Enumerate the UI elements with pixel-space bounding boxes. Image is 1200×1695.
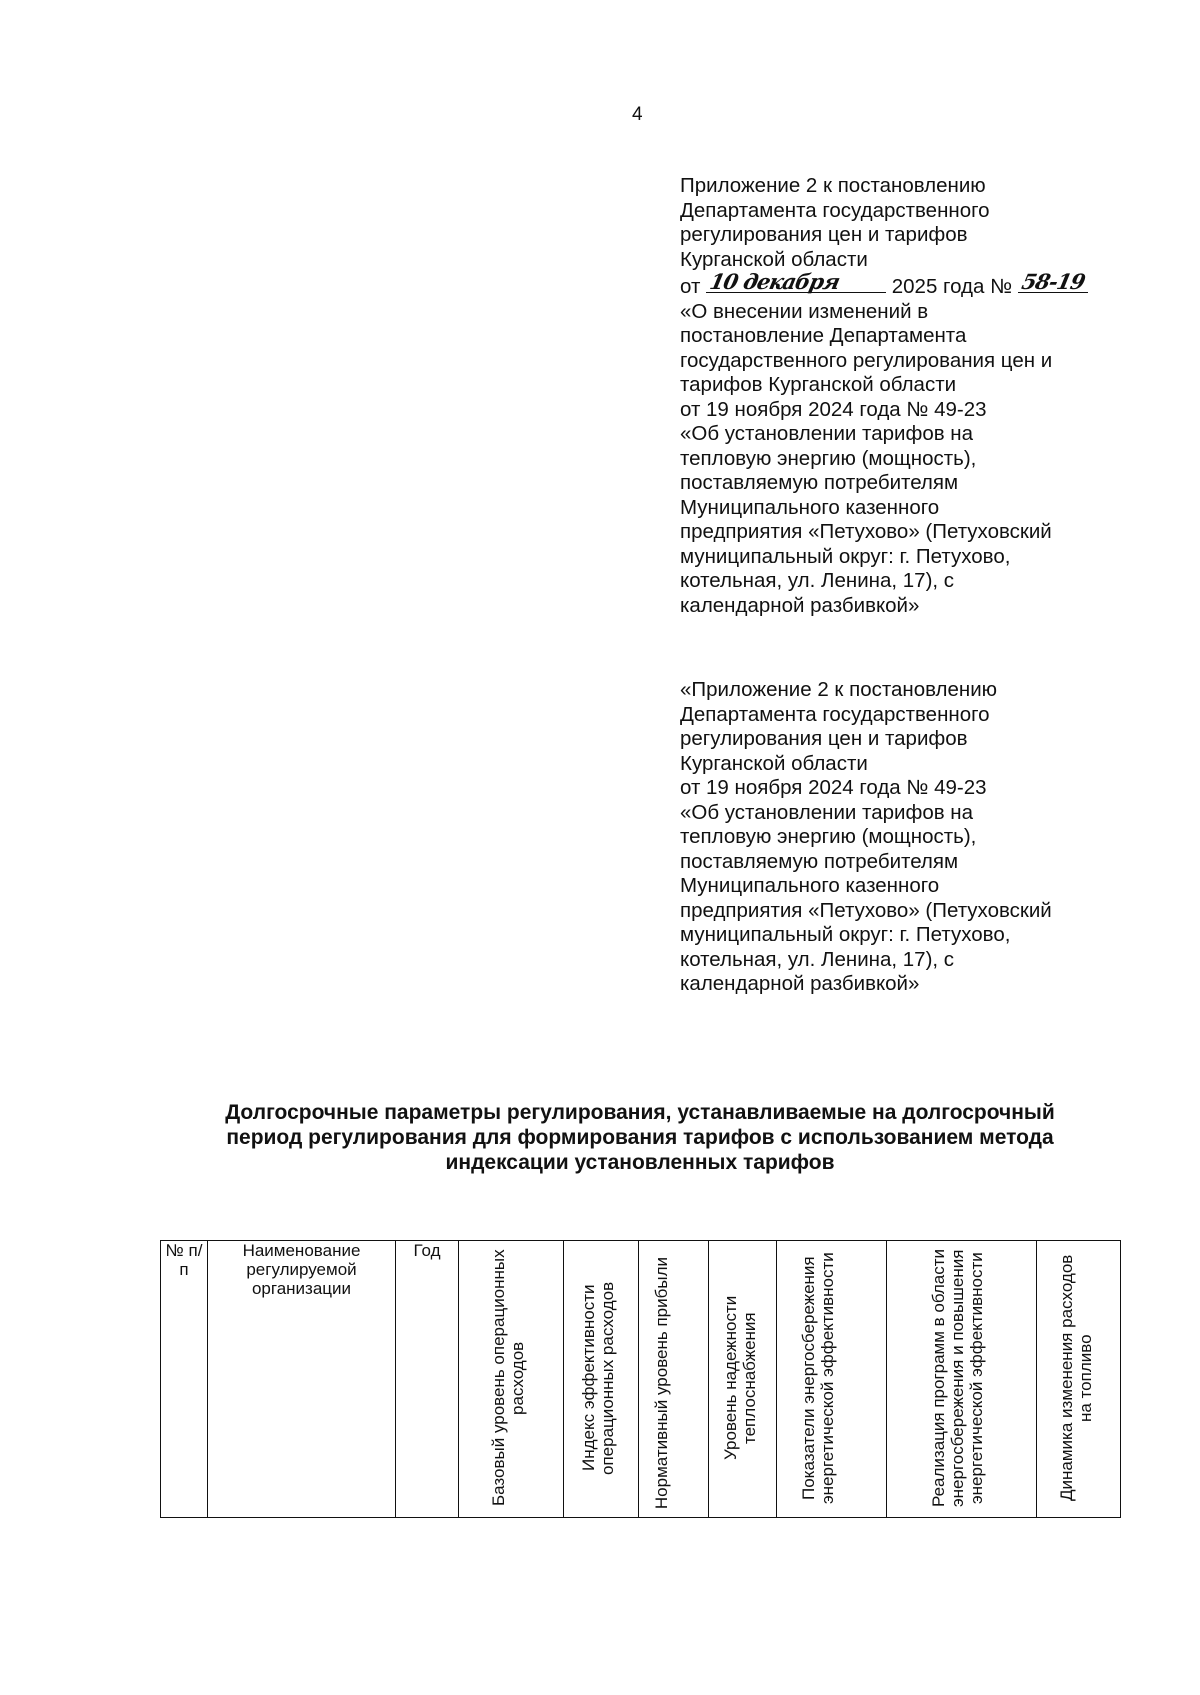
header-cell-reliability: Уровень надежности теплоснабжения [709, 1241, 777, 1518]
original-appendix-line: «Приложение 2 к постановлению [680, 678, 998, 701]
date-middle: 2025 года № [891, 275, 1013, 298]
appendix-block [680, 174, 1160, 618]
appendix-line: Курганской области [680, 247, 868, 271]
date-blank [706, 268, 886, 294]
original-appendix-line: котельная, ул. Ленина, 17), с [680, 947, 955, 971]
appendix-line: поставляемую потребителям [680, 471, 959, 494]
original-appendix-line: Курганской области [680, 751, 868, 775]
appendix-line: «О внесении изменений в [680, 299, 929, 323]
original-appendix-line: Муниципального казенного [680, 874, 940, 897]
original-appendix-line: муниципальный округ: г. Петухово, [680, 923, 1011, 946]
appendix-line: Департамента государственного [680, 198, 990, 222]
handwritten-number: 58-19 [1019, 268, 1087, 294]
appendix-line: предприятия «Петухово» (Петуховский [680, 520, 1052, 543]
header-cell-organization: Наименование регулируемой организации [208, 1241, 396, 1518]
original-appendix-line: от 19 ноября 2024 года № 49-23 [680, 776, 987, 799]
appendix-line: Муниципального казенного [680, 495, 940, 519]
appendix-line: тарифов Курганской области [680, 373, 957, 396]
appendix-line: регулирования цен и тарифов [680, 223, 968, 246]
appendix-line: календарной разбивкой» [680, 593, 920, 617]
appendix-line: тепловую энергию (мощность), [680, 446, 977, 470]
document-heading [160, 1100, 1120, 1175]
appendix-line: «Об установлении тарифов на [680, 422, 974, 445]
original-appendix-line: календарной разбивкой» [680, 972, 920, 995]
date-prefix: от [680, 275, 701, 298]
appendix-line: от 19 ноября 2024 года № 49-23 [680, 397, 987, 421]
original-appendix-line: Департамента государственного [680, 702, 990, 726]
appendix-line: постановление Департамента [680, 324, 967, 347]
header-cell-number: № п/п [161, 1241, 208, 1518]
appendix-line: государственного регулирования цен и [680, 348, 1053, 372]
original-appendix-line: поставляемую потребителям [680, 849, 959, 873]
appendix-line: котельная, ул. Ленина, 17), с [680, 569, 955, 592]
heading-line: период регулирования для формирования тарифов с использованием метода [226, 1126, 1054, 1149]
handwritten-date: 10 декабря [707, 268, 842, 294]
appendix-line: Приложение 2 к постановлению [680, 174, 986, 197]
header-cell-base-opex: Базовый уровень операционных расходов [459, 1241, 564, 1518]
original-appendix-block [680, 678, 1160, 997]
header-cell-profit-level: Нормативный уровень прибыли [639, 1241, 709, 1518]
header-cell-year: Год [396, 1241, 459, 1518]
original-appendix-line: предприятия «Петухово» (Петуховский [680, 898, 1052, 922]
parameters-table [160, 1240, 1121, 1518]
table-header-row [161, 1241, 1121, 1518]
header-cell-efficiency-index: Индекс эффективности операционных расходов [564, 1241, 639, 1518]
date-row [680, 268, 1160, 300]
heading-line: Долгосрочные параметры регулирования, устанавливаемые на долгосрочный [225, 1101, 1055, 1124]
original-appendix-line: «Об установлении тарифов на [680, 800, 974, 824]
number-blank [1018, 268, 1088, 294]
original-appendix-line: тепловую энергию (мощность), [680, 825, 977, 848]
page-number: 4 [632, 104, 643, 125]
original-appendix-line: регулирования цен и тарифов [680, 727, 968, 750]
header-cell-energy-programs: Реализация программ в области энергосбережения и повышения энергетической эффективности [887, 1241, 1037, 1518]
header-cell-fuel-dynamics: Динамика изменения расходов на топливо [1037, 1241, 1121, 1518]
appendix-line: муниципальный округ: г. Петухово, [680, 544, 1011, 568]
heading-line: индексации установленных тарифов [445, 1151, 835, 1174]
header-cell-energy-saving-indicators: Показатели энергосбережения энергетической эффективности [777, 1241, 887, 1518]
